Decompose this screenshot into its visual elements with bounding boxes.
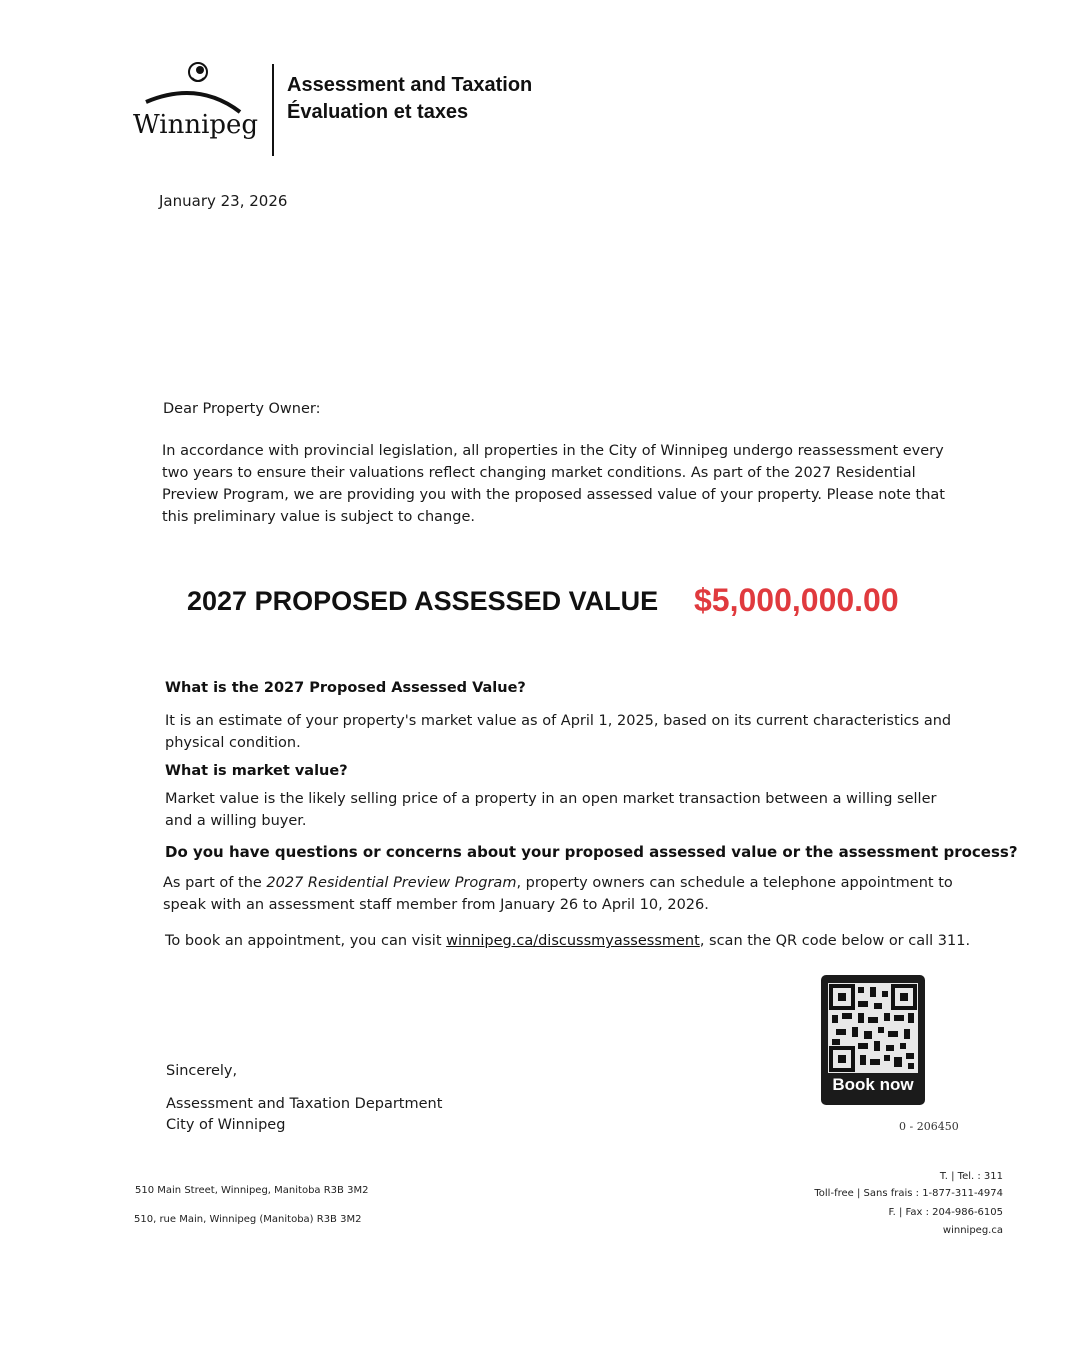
answer-market-value: Market value is the likely selling price of a property in an open market transaction between a willing seller and a willing buyer. (165, 791, 937, 829)
closing: Sincerely, (166, 1063, 238, 1079)
assessed-value-label: 2027 PROPOSED ASSESSED VALUE (187, 586, 659, 616)
booking-suffix: , scan the QR code below or call 311. (699, 933, 971, 949)
footer-address-en: 510 Main Street, Winnipeg, Manitoba R3B 3M2 (135, 1185, 369, 1196)
department-name-en: Assessment and Taxation (287, 74, 533, 96)
qr-book-now-label: Book now (832, 1075, 914, 1094)
answer-concerns-suffix: , property owners can schedule a telephone appointment to speak with an assessment staff member from January 26 to April 10, 2026. (163, 875, 953, 913)
footer-fax: F. | Fax : 204-986-6105 (888, 1207, 1003, 1218)
qr-code[interactable] (821, 975, 925, 1105)
footer-phone: T. | Tel. : 311 (939, 1171, 1003, 1182)
question-market-value: What is market value? (165, 763, 348, 779)
intro-paragraph: In accordance with provincial legislation, all properties in the City of Winnipeg undergo reassessment every two years to ensure their valuations reflect changing market conditions. As part of the 2027 Residential Preview Program, we are providing you with the proposed assessed value of your property. Please note that this preliminary value is subject to change. (162, 443, 945, 525)
signature-department: Assessment and Taxation Department (166, 1096, 443, 1112)
letter-date: January 23, 2026 (159, 192, 288, 210)
booking-paragraph (165, 933, 985, 949)
footer-tollfree: Toll-free | Sans frais : 1-877-311-4974 (814, 1188, 1003, 1199)
assessed-value-amount: $5,000,000.00 (694, 582, 899, 618)
footer-website[interactable]: winnipeg.ca (942, 1225, 1003, 1236)
qr-code-pattern (828, 983, 918, 1073)
header-divider (272, 64, 274, 156)
answer-concerns (163, 872, 993, 916)
reference-code: 0 - 206450 (899, 1120, 959, 1133)
signature-city: City of Winnipeg (166, 1117, 286, 1133)
answer-concerns-prefix: As part of the (163, 875, 262, 891)
winnipeg-logo (128, 60, 258, 155)
qr-pattern-icon (828, 983, 918, 1073)
footer-address-fr: 510, rue Main, Winnipeg (Manitoba) R3B 3M2 (134, 1214, 362, 1225)
question-proposed-value: What is the 2027 Proposed Assessed Value? (165, 680, 526, 696)
answer-proposed-value: It is an estimate of your property's market value as of April 1, 2025, based on its current characteristics and physical condition. (165, 713, 952, 751)
department-name-fr: Évaluation et taxes (287, 101, 469, 123)
logo-wordmark: Winnipeg (133, 110, 259, 140)
question-concerns: Do you have questions or concerns about your proposed assessed value or the assessment process? (165, 843, 1018, 861)
booking-link[interactable]: winnipeg.ca/discussmyassessment (446, 933, 700, 949)
program-name: 2027 Residential Preview Program (266, 875, 517, 891)
booking-prefix: To book an appointment, you can visit (165, 933, 442, 949)
salutation: Dear Property Owner: (163, 401, 321, 417)
